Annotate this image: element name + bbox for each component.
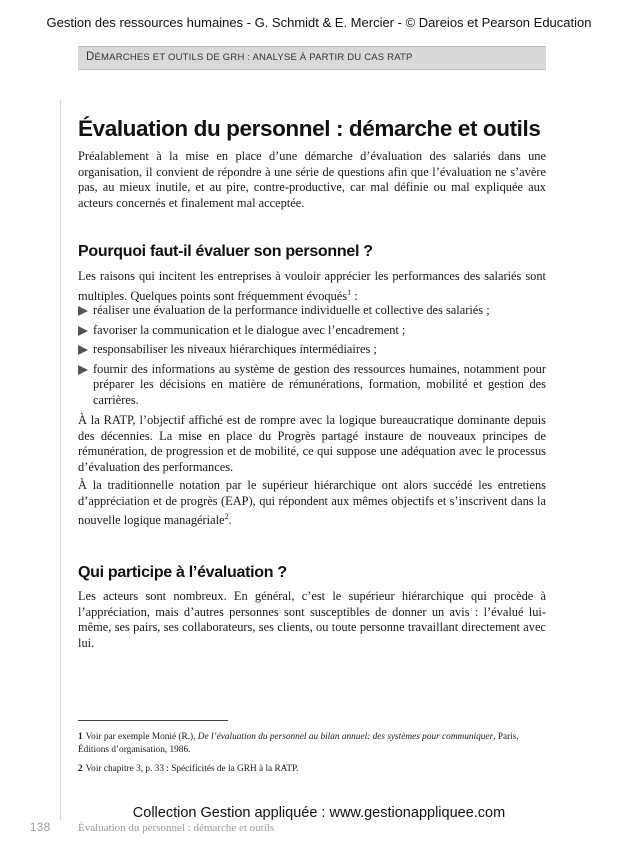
section1-lead-text: Les raisons qui incitent les entreprises à vouloir apprécier les performances des salariés sont multiples. Quelques points sont fréquemment évoqués xyxy=(78,269,546,303)
footnote-1 xyxy=(78,731,548,757)
footnote-text: , Paris, Éditions d’organisation, 1986. xyxy=(78,732,519,755)
eap-paragraph-text: À la traditionnelle notation par le supérieur hiérarchique ont alors succédé les entretiens d’appréciation et de progrès (EAP), qui répondent aux mêmes objectifs et s’inscrivent dans la nouvelle logique managériale xyxy=(78,478,546,528)
section1-lead xyxy=(78,269,546,304)
list-item-text: réaliser une évaluation de la performance individuelle et collective des salariés ; xyxy=(93,303,490,317)
page-number: 138 xyxy=(30,822,51,834)
footnote-text: Voir chapitre 3, p. 33 : Spécificités de la GRH à la RATP. xyxy=(85,764,299,774)
footnote-book-title: De l’évaluation du personnel au bilan annuel: des systèmes pour communiquer xyxy=(197,732,494,742)
footnote-number: 1 xyxy=(78,732,83,742)
footnote-2 xyxy=(78,763,548,776)
list-item xyxy=(78,342,546,358)
eap-paragraph xyxy=(78,478,546,529)
margin-rule xyxy=(60,100,61,820)
triangle-bullet-icon xyxy=(78,345,88,355)
eap-paragraph-end: . xyxy=(228,513,232,528)
list-item xyxy=(78,303,546,319)
reasons-list xyxy=(78,303,546,413)
list-item-text: responsabiliser les niveaux hiérarchiques intermédiaires ; xyxy=(93,342,377,357)
ratp-paragraph: À la RATP, l’objectif affiché est de rompre avec la logique bureaucratique dominante depuis des décennies. La mise en place du Progrès partagé instaure de nouveaux principes de rémunération, de progression et de mobilité, ce qui suppose une adéquation avec le processus d’évaluation des performances. xyxy=(78,413,546,474)
list-item xyxy=(78,323,546,339)
section1-heading: Pourquoi faut-il évaluer son personnel ? xyxy=(78,243,373,260)
section2-paragraph: Les acteurs sont nombreux. En général, c’est le supérieur hiérarchique qui procède à l’appréciation, mais d’autres personnes sont susceptibles de donner un avis : l’évalué lui-même, ses pairs, ses collaborateurs, ses clients, ou toute personne travaillant directement avec lui. xyxy=(78,589,546,650)
intro-paragraph: Préalablement à la mise en place d’une démarche d’évaluation des salariés dans une organisation, il convient de répondre à une série de questions afin que l’évaluation ne s’avère pas, au mieux inutile, et au pire, contre-productive, car mal définie ou mal expliquée aux acteurs concernés et finalement mal acceptée. xyxy=(78,149,546,210)
footnote-number: 2 xyxy=(78,764,83,774)
list-item xyxy=(78,362,546,409)
chapter-header-band xyxy=(78,46,546,70)
list-item-text: favoriser la communication et le dialogue avec l’encadrement ; xyxy=(93,322,406,337)
triangle-bullet-icon xyxy=(78,306,88,316)
chapter-header: DÉMARCHES ET OUTILS DE GRH : ANALYSE À PARTIR DU CAS RATP xyxy=(86,51,413,63)
triangle-bullet-icon xyxy=(78,365,88,375)
top-banner: Gestion des ressources humaines - G. Schmidt & E. Mercier - © Dareios et Pearson Education xyxy=(46,15,592,30)
list-item-text: fournir des informations au système de gestion des ressources humaines, notamment pour préparer les décisions en matière de rémunérations, formation, mobilité et gestion des carrières. xyxy=(93,361,546,407)
triangle-bullet-icon xyxy=(78,326,88,336)
footnote-divider xyxy=(78,720,228,721)
footnote-ref-2[interactable]: 2 xyxy=(224,512,229,522)
running-title: Évaluation du personnel : démarche et outils xyxy=(78,822,275,834)
page-title: Évaluation du personnel : démarche et outils xyxy=(78,116,541,141)
section2-heading: Qui participe à l’évaluation ? xyxy=(78,564,287,581)
footnote-ref-1[interactable]: 1 xyxy=(347,287,352,297)
section1-lead-end: : xyxy=(351,288,358,303)
collection-link[interactable]: Collection Gestion appliquée : www.gestionappliquee.com xyxy=(132,805,506,821)
footnote-text: Voir par exemple Monié (R.), xyxy=(85,732,198,742)
